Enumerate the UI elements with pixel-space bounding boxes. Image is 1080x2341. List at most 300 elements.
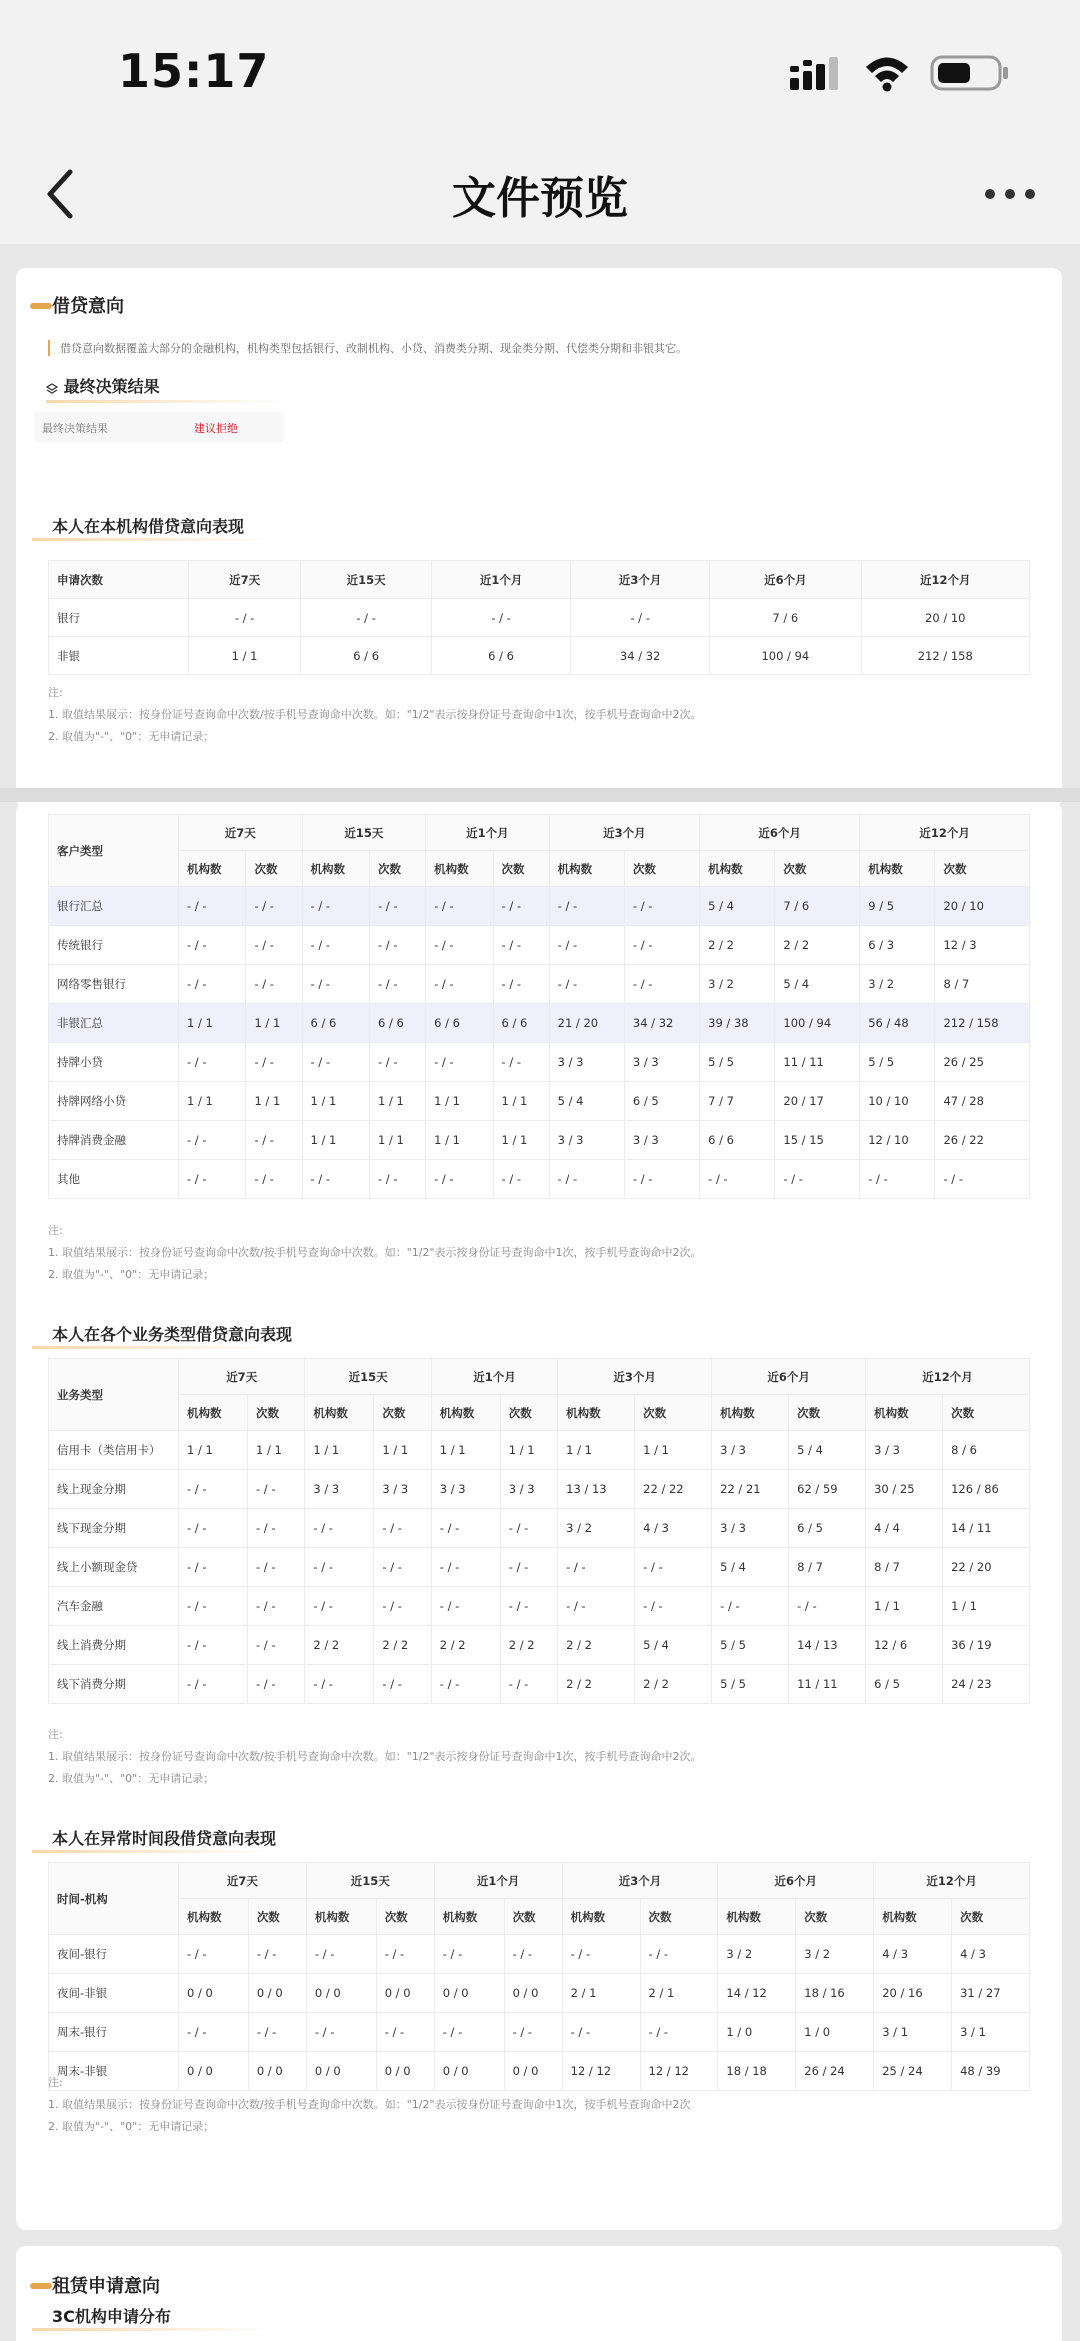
sub-header: 机构数 [431,1395,500,1431]
table-cell: - / - [179,1160,246,1199]
table-cell: - / - [549,887,624,926]
table-cell: 0 / 0 [504,2052,562,2091]
table-cell: 2 / 2 [305,1626,374,1665]
table-cell: - / - [635,1548,712,1587]
table-row [49,926,1030,965]
table-cell: - / - [248,1935,306,1974]
table-row [49,637,1030,675]
lease-title-text: 租赁申请意向 [52,2276,160,2297]
table-cell: 12 / 3 [935,926,1030,965]
time-section-title-text: 本人在异常时间段借贷意向表现 [52,1829,277,1848]
table-cell: 6 / 6 [493,1004,549,1043]
table-cell: 6 / 5 [866,1665,943,1704]
table-cell: - / - [426,1043,493,1082]
table-cell: 14 / 11 [943,1509,1030,1548]
table-cell: - / - [370,926,426,965]
more-options-icon[interactable] [980,184,1040,204]
note-head: 注: [48,2076,63,2089]
cellular-signal-icon [790,56,846,92]
table-cell: 1 / 1 [370,1082,426,1121]
row-label: 持牌网络小贷 [49,1082,179,1121]
page-title: 文件预览 [452,173,628,224]
table-cell: 2 / 2 [374,1626,431,1665]
note-1: 1. 取值结果展示：按身份证号查询命中次数/按手机号查询命中次数。如："1/2"表示按身份证号查询命中1次，按手机号查询命中2次。 [48,708,702,721]
table-cell: - / - [179,887,246,926]
table-subheader-row [49,1395,1030,1431]
loan-intent-title-text: 借贷意向 [52,296,124,317]
table-cell: 100 / 94 [710,637,861,675]
table-cell: 20 / 10 [935,887,1030,926]
table-cell: - / - [248,1509,305,1548]
table-cell: 3 / 3 [624,1043,699,1082]
table-cell: - / - [246,1160,302,1199]
nav-bar [0,140,1080,244]
table-cell: 2 / 2 [500,1626,557,1665]
table-cell: - / - [246,887,302,926]
table-cell: 0 / 0 [504,1974,562,2013]
table-row [49,1509,1030,1548]
table-cell: 1 / 1 [189,637,301,675]
table-cell: 22 / 22 [635,1470,712,1509]
row-label: 网络零售银行 [49,965,179,1004]
sub-header: 次数 [796,1899,874,1935]
table-cell: 6 / 5 [789,1509,866,1548]
note-2: 2. 取值为"-"、"0"：无申请记录； [48,2120,215,2133]
table-cell: 5 / 5 [712,1665,789,1704]
loan-intent-card [16,268,1062,808]
table-body [49,1431,1030,1704]
table-cell: - / - [624,887,699,926]
table-cell: 8 / 7 [866,1548,943,1587]
table-cell: - / - [305,1587,374,1626]
biz-section-title-text: 本人在各个业务类型借贷意向表现 [52,1325,293,1344]
table-cell: - / - [305,1509,374,1548]
column-header: 近3个月 [571,561,710,599]
table-cell: 0 / 0 [434,1974,504,2013]
table-cell: 20 / 17 [775,1082,860,1121]
table-cell: - / - [426,965,493,1004]
decision-title-text: 最终决策结果 [63,377,160,396]
period-header: 近12个月 [866,1359,1030,1395]
row-label: 持牌小贷 [49,1043,179,1082]
table-cell: - / - [179,1509,248,1548]
note-head: 注: [48,1224,63,1237]
table-cell: 39 / 38 [700,1004,775,1043]
title-marker-icon [30,2283,52,2289]
table-cell: - / - [426,887,493,926]
table-cell: - / - [248,2013,306,2052]
table-cell: 13 / 13 [558,1470,635,1509]
table-head [49,1359,1030,1431]
table-cell: - / - [558,1587,635,1626]
table-cell: 26 / 24 [796,2052,874,2091]
table-cell: 12 / 12 [640,2052,718,2091]
table-cell: - / - [431,1509,500,1548]
table-cell: 6 / 6 [432,637,571,675]
table-cell: - / - [302,1160,369,1199]
org-section-title-text: 本人在本机构借贷意向表现 [52,517,245,536]
row-label: 传统银行 [49,926,179,965]
table-header-row [49,561,1030,599]
table-cell: - / - [860,1160,935,1199]
table-cell: - / - [493,965,549,1004]
table-cell: - / - [306,2013,376,2052]
table-cell: 34 / 32 [624,1004,699,1043]
table-cell: 8 / 6 [943,1431,1030,1470]
period-header: 近6个月 [718,1863,874,1899]
table-cell: 0 / 0 [306,2052,376,2091]
table-cell: 4 / 3 [635,1509,712,1548]
table-cell: - / - [179,1043,246,1082]
table-cell: - / - [370,887,426,926]
table-cell: - / - [624,965,699,1004]
column-header: 客户类型 [49,815,179,887]
table-cell: 2 / 1 [640,1974,718,2013]
table-subheader-row [49,1899,1030,1935]
sub-header: 机构数 [874,1899,952,1935]
cust-notes [48,1220,702,1286]
table-cell: - / - [500,1548,557,1587]
column-header: 近6个月 [710,561,861,599]
table-cell: 1 / 0 [796,2013,874,2052]
customer-type-table [48,814,1030,1199]
table-row [49,1587,1030,1626]
table-cell: - / - [562,1935,640,1974]
table-cell: 3 / 3 [305,1470,374,1509]
business-type-table [48,1358,1030,1704]
table-cell: 3 / 3 [624,1121,699,1160]
table-cell: - / - [431,1665,500,1704]
table-cell: 26 / 25 [935,1043,1030,1082]
table-cell: - / - [775,1160,860,1199]
sub-header: 机构数 [305,1395,374,1431]
biz-notes [48,1724,702,1790]
org-notes [48,682,702,748]
table-cell: 6 / 6 [426,1004,493,1043]
table-header-row [49,1359,1030,1395]
sub-header: 机构数 [558,1395,635,1431]
table-cell: - / - [179,1121,246,1160]
table-cell: 11 / 11 [775,1043,860,1082]
table-cell: - / - [789,1587,866,1626]
note-2: 2. 取值为"-"、"0"：无申请记录； [48,730,215,743]
sub-header: 次数 [246,851,302,887]
table-cell: - / - [189,599,301,637]
table-cell: 6 / 6 [302,1004,369,1043]
decision-box [34,412,284,442]
table-cell: - / - [179,1665,248,1704]
row-label: 夜间-银行 [49,1935,179,1974]
table-cell: - / - [493,1160,549,1199]
sub-header: 次数 [952,1899,1030,1935]
table-body [49,1935,1030,2091]
table-cell: 10 / 10 [860,1082,935,1121]
period-header: 近15天 [306,1863,434,1899]
table-cell: 6 / 6 [301,637,432,675]
table-row [49,1470,1030,1509]
biz-section-title [52,1322,292,1345]
table-cell: - / - [179,926,246,965]
table-cell: 1 / 1 [493,1121,549,1160]
table-cell: 14 / 12 [718,1974,796,2013]
table-cell: 11 / 11 [789,1665,866,1704]
period-header: 近3个月 [549,815,700,851]
row-label: 线下现金分期 [49,1509,179,1548]
table-cell: 4 / 3 [952,1935,1030,1974]
table-cell: 3 / 3 [431,1470,500,1509]
table-cell: - / - [493,887,549,926]
table-cell: 0 / 0 [376,1974,434,2013]
table-cell: 7 / 6 [710,599,861,637]
table-cell: - / - [426,1160,493,1199]
decision-section-title [46,374,160,397]
table-cell: - / - [374,1548,431,1587]
sub-header: 次数 [500,1395,557,1431]
table-subheader-row [49,851,1030,887]
period-header: 近12个月 [860,815,1030,851]
table-cell: 1 / 1 [179,1004,246,1043]
sub-header: 次数 [504,1899,562,1935]
table-cell: 7 / 7 [700,1082,775,1121]
sub-header: 机构数 [306,1899,376,1935]
table-cell: - / - [500,1509,557,1548]
row-label: 线下消费分期 [49,1665,179,1704]
period-header: 近7天 [179,815,303,851]
decision-label: 最终决策结果 [42,422,108,435]
sub-header: 机构数 [302,851,369,887]
table-cell: 0 / 0 [248,2052,306,2091]
sub-header: 次数 [635,1395,712,1431]
row-label: 线上小额现金贷 [49,1548,179,1587]
table-cell: - / - [302,887,369,926]
row-label: 周末-银行 [49,2013,179,2052]
table-cell: - / - [370,965,426,1004]
table-cell: 1 / 1 [179,1082,246,1121]
period-header: 近7天 [179,1863,307,1899]
period-header: 近1个月 [426,815,550,851]
table-cell: 4 / 4 [866,1509,943,1548]
table-cell: 18 / 18 [718,2052,796,2091]
table-header-row [49,1863,1030,1899]
column-header: 近15天 [301,561,432,599]
table-cell: - / - [248,1626,305,1665]
table-row [49,599,1030,637]
period-header: 近6个月 [700,815,860,851]
table-cell: 3 / 3 [712,1431,789,1470]
sub-header: 机构数 [860,851,935,887]
sub-header: 机构数 [562,1899,640,1935]
sub-header: 次数 [789,1395,866,1431]
table-cell: 3 / 3 [866,1431,943,1470]
status-bar [0,0,1080,140]
table-cell: 36 / 19 [943,1626,1030,1665]
table-row [49,1974,1030,2013]
table-cell: - / - [302,926,369,965]
row-label: 非银汇总 [49,1004,179,1043]
org-intent-table [48,560,1030,675]
table-cell: 3 / 3 [549,1043,624,1082]
table-cell: 5 / 4 [549,1082,624,1121]
table-cell: 8 / 7 [789,1548,866,1587]
table-cell: - / - [434,2013,504,2052]
table-cell: 18 / 16 [796,1974,874,2013]
period-header: 近7天 [179,1359,305,1395]
sub-header: 次数 [935,851,1030,887]
table-cell: 12 / 6 [866,1626,943,1665]
table-cell: 1 / 1 [558,1431,635,1470]
row-label: 银行汇总 [49,887,179,926]
table-cell: - / - [305,1548,374,1587]
table-cell: - / - [431,1587,500,1626]
sub-header: 机构数 [718,1899,796,1935]
table-cell: 2 / 2 [635,1665,712,1704]
lease-sub-title-text: 3C机构申请分布 [52,2307,171,2326]
period-header: 近3个月 [558,1359,712,1395]
table-cell: - / - [493,1043,549,1082]
lease-intent-card [16,2246,1062,2341]
row-label: 其他 [49,1160,179,1199]
table-cell: 1 / 1 [302,1121,369,1160]
table-cell: 5 / 4 [712,1548,789,1587]
note-1: 1. 取值结果展示：按身份证号查询命中次数/按手机号查询命中次数。如："1/2"表示按身份证号查询命中1次，按手机号查询命中2次。 [48,1750,702,1763]
table-cell: 34 / 32 [571,637,710,675]
loan-intent-description: 借贷意向数据覆盖大部分的金融机构，机构类型包括银行、改制机构、小贷、消费类分期、现金类分期、代偿类分期和非银其它。 [48,340,687,356]
table-cell: - / - [370,1043,426,1082]
table-cell: - / - [179,965,246,1004]
loan-intent-title [52,292,124,318]
sub-header: 次数 [775,851,860,887]
table-cell: 1 / 1 [179,1431,248,1470]
sub-header: 次数 [640,1899,718,1935]
table-cell: 62 / 59 [789,1470,866,1509]
period-header: 近3个月 [562,1863,718,1899]
table-cell: 5 / 4 [775,965,860,1004]
table-cell: 3 / 1 [952,2013,1030,2052]
column-header: 近12个月 [861,561,1029,599]
table-cell: 1 / 1 [374,1431,431,1470]
status-time: 15:17 [118,44,270,98]
table-cell: - / - [500,1665,557,1704]
table-cell: 0 / 0 [376,2052,434,2091]
table-cell: 2 / 2 [558,1665,635,1704]
table-cell: 6 / 3 [860,926,935,965]
table-cell: - / - [635,1587,712,1626]
row-label: 汽车金融 [49,1587,179,1626]
table-cell: 21 / 20 [549,1004,624,1043]
column-header: 时间-机构 [49,1863,179,1935]
table-cell: - / - [248,1665,305,1704]
table-cell: - / - [246,965,302,1004]
row-label: 周末-非银 [49,2052,179,2091]
table-cell: 22 / 21 [712,1470,789,1509]
sub-header: 机构数 [712,1395,789,1431]
table-cell: - / - [640,1935,718,1974]
table-row [49,965,1030,1004]
table-cell: 100 / 94 [775,1004,860,1043]
table-cell: 1 / 1 [246,1082,302,1121]
table-cell: 15 / 15 [775,1121,860,1160]
table-cell: - / - [179,1935,249,1974]
table-row [49,1160,1030,1199]
row-label: 信用卡（类信用卡） [49,1431,179,1470]
table-cell: - / - [549,926,624,965]
table-cell: 3 / 1 [874,2013,952,2052]
table-cell: - / - [179,1548,248,1587]
table-cell: - / - [248,1548,305,1587]
table-cell: 1 / 1 [426,1121,493,1160]
table-cell: - / - [493,926,549,965]
page-break [0,788,1080,802]
table-cell: 126 / 86 [943,1470,1030,1509]
table-cell: 1 / 1 [370,1121,426,1160]
table-cell: 2 / 1 [562,1974,640,2013]
table-cell: 6 / 6 [700,1121,775,1160]
table-cell: - / - [179,2013,249,2052]
table-row [49,1935,1030,1974]
sub-header: 机构数 [179,851,246,887]
table-cell: 2 / 2 [775,926,860,965]
table-cell: - / - [431,1548,500,1587]
note-2: 2. 取值为"-"、"0"：无申请记录； [48,1268,215,1281]
table-cell: 20 / 10 [861,599,1029,637]
table-cell: - / - [426,926,493,965]
table-cell: 24 / 23 [943,1665,1030,1704]
table-cell: 4 / 3 [874,1935,952,1974]
table-cell: - / - [248,1587,305,1626]
table-cell: - / - [571,599,710,637]
table-cell: 212 / 158 [935,1004,1030,1043]
table-cell: 2 / 2 [558,1626,635,1665]
table-cell: 3 / 2 [718,1935,796,1974]
sub-header: 次数 [624,851,699,887]
table-body [49,887,1030,1199]
period-header: 近1个月 [434,1863,562,1899]
table-cell: 5 / 5 [700,1043,775,1082]
period-header: 近1个月 [431,1359,557,1395]
table-cell: - / - [376,1935,434,1974]
table-cell: 0 / 0 [306,1974,376,2013]
table-cell: 5 / 4 [789,1431,866,1470]
table-cell: - / - [504,1935,562,1974]
table-cell: - / - [302,1043,369,1082]
column-header: 近1个月 [432,561,571,599]
wifi-icon [862,54,912,92]
table-cell: 25 / 24 [874,2052,952,2091]
row-label: 夜间-非银 [49,1974,179,2013]
period-header: 近15天 [305,1359,431,1395]
table-cell: 48 / 39 [952,2052,1030,2091]
table-cell: - / - [640,2013,718,2052]
loan-intent-details-card [16,802,1062,2230]
document-preview[interactable] [0,244,1080,2341]
row-label: 线上现金分期 [49,1470,179,1509]
table-header-row [49,815,1030,851]
table-cell: 14 / 13 [789,1626,866,1665]
table-cell: 3 / 2 [558,1509,635,1548]
table-row [49,1548,1030,1587]
table-cell: 1 / 1 [431,1431,500,1470]
lease-sub-title [52,2304,171,2327]
table-cell: 1 / 1 [635,1431,712,1470]
table-cell: 212 / 158 [861,637,1029,675]
table-cell: - / - [549,965,624,1004]
table-cell: - / - [562,2013,640,2052]
table-cell: - / - [179,1626,248,1665]
table-cell: - / - [246,926,302,965]
table-cell: 3 / 3 [374,1470,431,1509]
sub-header: 机构数 [434,1899,504,1935]
table-cell: 30 / 25 [866,1470,943,1509]
